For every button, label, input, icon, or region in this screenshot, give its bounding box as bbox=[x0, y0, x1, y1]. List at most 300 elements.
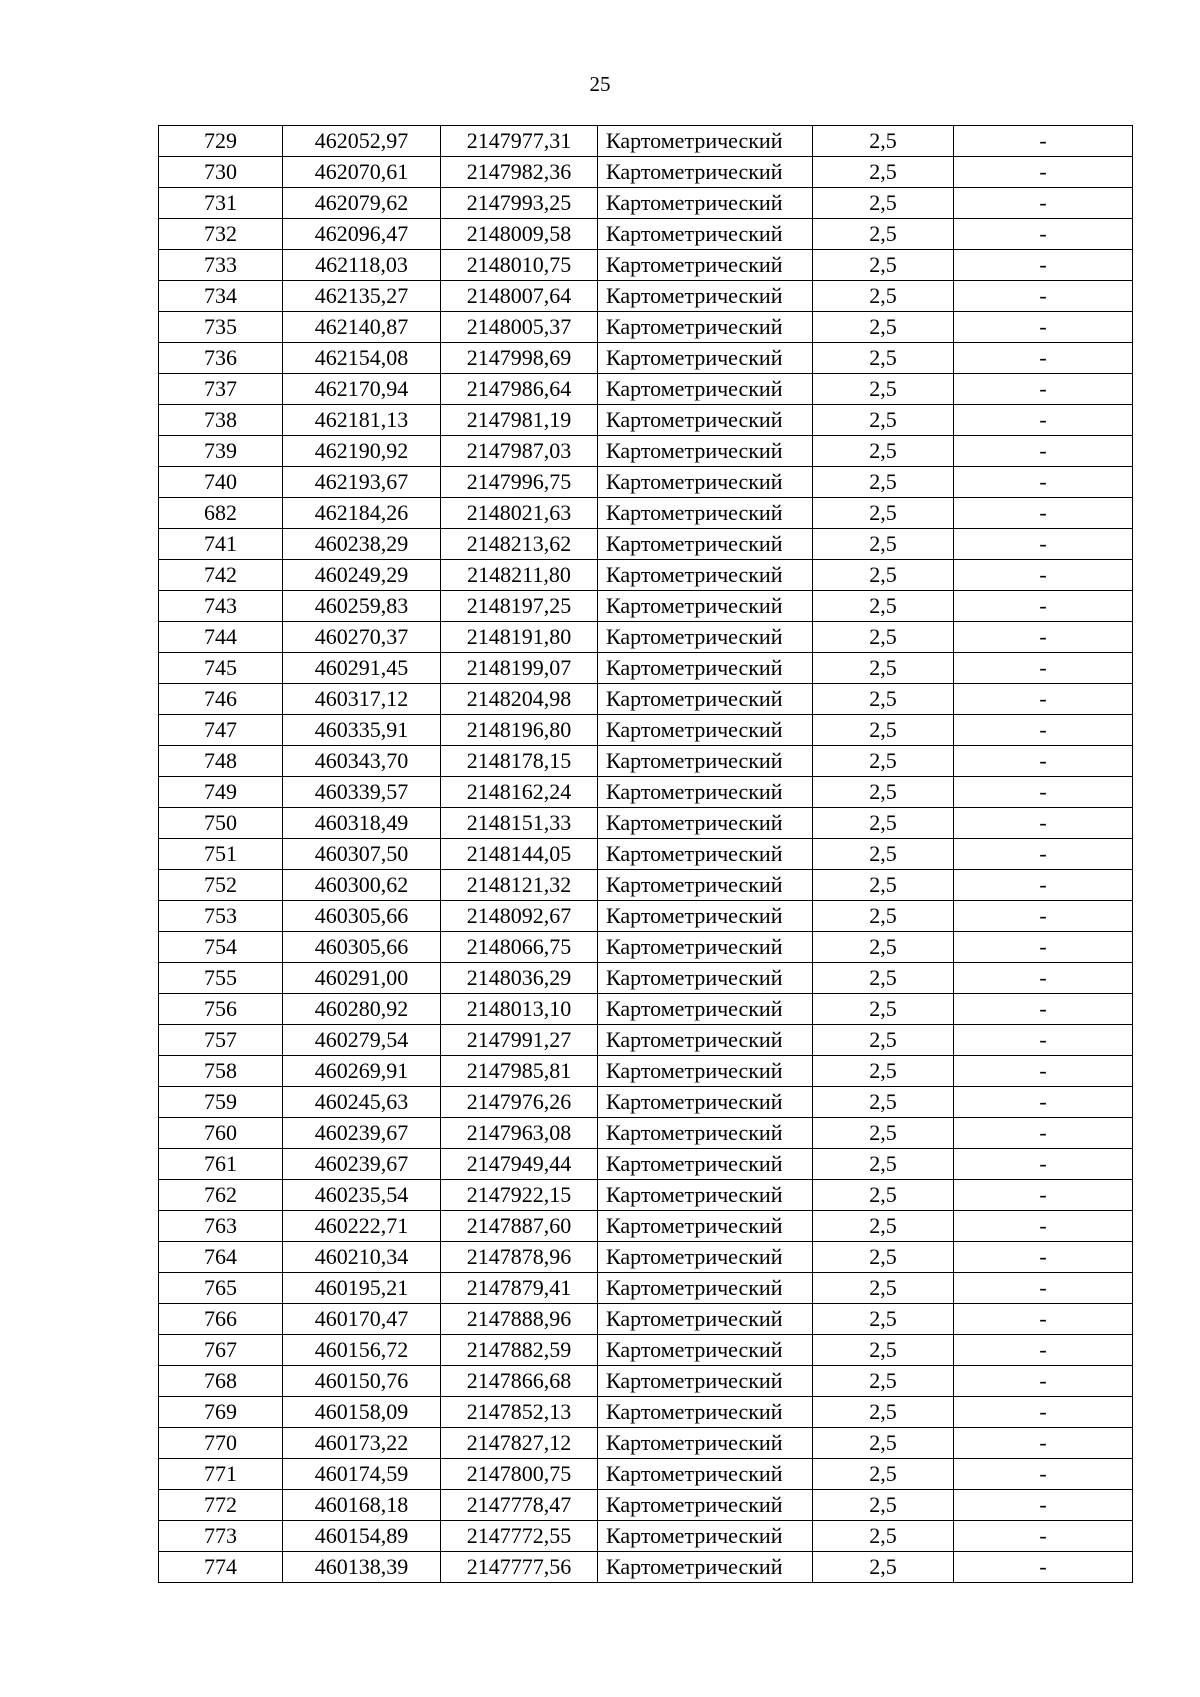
table-row bbox=[159, 808, 1133, 839]
y-coordinate-cell: 2148178,15 bbox=[441, 746, 598, 777]
method-cell: Картометрический bbox=[598, 1521, 813, 1552]
x-coordinate-cell: 462190,92 bbox=[283, 436, 441, 467]
x-coordinate-cell: 460280,92 bbox=[283, 994, 441, 1025]
accuracy-cell: 2,5 bbox=[813, 467, 954, 498]
y-coordinate-cell: 2147985,81 bbox=[441, 1056, 598, 1087]
accuracy-cell: 2,5 bbox=[813, 777, 954, 808]
table-row bbox=[159, 622, 1133, 653]
description-cell: - bbox=[954, 1490, 1133, 1521]
accuracy-cell: 2,5 bbox=[813, 591, 954, 622]
method-cell: Картометрический bbox=[598, 932, 813, 963]
point-number-cell: 774 bbox=[159, 1552, 283, 1583]
point-number-cell: 768 bbox=[159, 1366, 283, 1397]
accuracy-cell: 2,5 bbox=[813, 1397, 954, 1428]
description-cell: - bbox=[954, 1521, 1133, 1552]
point-number-cell: 767 bbox=[159, 1335, 283, 1366]
description-cell: - bbox=[954, 1459, 1133, 1490]
x-coordinate-cell: 462052,97 bbox=[283, 126, 441, 157]
description-cell: - bbox=[954, 405, 1133, 436]
table-row bbox=[159, 746, 1133, 777]
point-number-cell: 737 bbox=[159, 374, 283, 405]
method-cell: Картометрический bbox=[598, 1552, 813, 1583]
accuracy-cell: 2,5 bbox=[813, 374, 954, 405]
table-row bbox=[159, 1180, 1133, 1211]
x-coordinate-cell: 462096,47 bbox=[283, 219, 441, 250]
method-cell: Картометрический bbox=[598, 1335, 813, 1366]
description-cell: - bbox=[954, 1149, 1133, 1180]
y-coordinate-cell: 2148199,07 bbox=[441, 653, 598, 684]
description-cell: - bbox=[954, 1366, 1133, 1397]
description-cell: - bbox=[954, 374, 1133, 405]
y-coordinate-cell: 2148036,29 bbox=[441, 963, 598, 994]
accuracy-cell: 2,5 bbox=[813, 622, 954, 653]
x-coordinate-cell: 460279,54 bbox=[283, 1025, 441, 1056]
table-row bbox=[159, 1366, 1133, 1397]
accuracy-cell: 2,5 bbox=[813, 188, 954, 219]
method-cell: Картометрический bbox=[598, 901, 813, 932]
accuracy-cell: 2,5 bbox=[813, 653, 954, 684]
x-coordinate-cell: 460305,66 bbox=[283, 901, 441, 932]
description-cell: - bbox=[954, 746, 1133, 777]
accuracy-cell: 2,5 bbox=[813, 281, 954, 312]
point-number-cell: 749 bbox=[159, 777, 283, 808]
accuracy-cell: 2,5 bbox=[813, 870, 954, 901]
point-number-cell: 738 bbox=[159, 405, 283, 436]
accuracy-cell: 2,5 bbox=[813, 1335, 954, 1366]
point-number-cell: 730 bbox=[159, 157, 283, 188]
x-coordinate-cell: 460249,29 bbox=[283, 560, 441, 591]
accuracy-cell: 2,5 bbox=[813, 1552, 954, 1583]
accuracy-cell: 2,5 bbox=[813, 808, 954, 839]
description-cell: - bbox=[954, 808, 1133, 839]
method-cell: Картометрический bbox=[598, 1428, 813, 1459]
x-coordinate-cell: 460318,49 bbox=[283, 808, 441, 839]
method-cell: Картометрический bbox=[598, 281, 813, 312]
description-cell: - bbox=[954, 1335, 1133, 1366]
x-coordinate-cell: 460291,45 bbox=[283, 653, 441, 684]
x-coordinate-cell: 460307,50 bbox=[283, 839, 441, 870]
point-number-cell: 752 bbox=[159, 870, 283, 901]
accuracy-cell: 2,5 bbox=[813, 1273, 954, 1304]
point-number-cell: 770 bbox=[159, 1428, 283, 1459]
x-coordinate-cell: 460339,57 bbox=[283, 777, 441, 808]
point-number-cell: 753 bbox=[159, 901, 283, 932]
point-number-cell: 765 bbox=[159, 1273, 283, 1304]
method-cell: Картометрический bbox=[598, 591, 813, 622]
description-cell: - bbox=[954, 498, 1133, 529]
method-cell: Картометрический bbox=[598, 746, 813, 777]
point-number-cell: 750 bbox=[159, 808, 283, 839]
y-coordinate-cell: 2148010,75 bbox=[441, 250, 598, 281]
x-coordinate-cell: 462193,67 bbox=[283, 467, 441, 498]
point-number-cell: 741 bbox=[159, 529, 283, 560]
y-coordinate-cell: 2148021,63 bbox=[441, 498, 598, 529]
point-number-cell: 751 bbox=[159, 839, 283, 870]
point-number-cell: 773 bbox=[159, 1521, 283, 1552]
point-number-cell: 732 bbox=[159, 219, 283, 250]
description-cell: - bbox=[954, 1056, 1133, 1087]
method-cell: Картометрический bbox=[598, 219, 813, 250]
table-row bbox=[159, 1521, 1133, 1552]
point-number-cell: 682 bbox=[159, 498, 283, 529]
method-cell: Картометрический bbox=[598, 1056, 813, 1087]
x-coordinate-cell: 460238,29 bbox=[283, 529, 441, 560]
x-coordinate-cell: 462118,03 bbox=[283, 250, 441, 281]
accuracy-cell: 2,5 bbox=[813, 1459, 954, 1490]
table-body bbox=[159, 126, 1133, 1583]
x-coordinate-cell: 460270,37 bbox=[283, 622, 441, 653]
point-number-cell: 761 bbox=[159, 1149, 283, 1180]
x-coordinate-cell: 462154,08 bbox=[283, 343, 441, 374]
accuracy-cell: 2,5 bbox=[813, 994, 954, 1025]
y-coordinate-cell: 2147852,13 bbox=[441, 1397, 598, 1428]
y-coordinate-cell: 2148162,24 bbox=[441, 777, 598, 808]
method-cell: Картометрический bbox=[598, 1180, 813, 1211]
y-coordinate-cell: 2148092,67 bbox=[441, 901, 598, 932]
description-cell: - bbox=[954, 901, 1133, 932]
method-cell: Картометрический bbox=[598, 1211, 813, 1242]
method-cell: Картометрический bbox=[598, 343, 813, 374]
accuracy-cell: 2,5 bbox=[813, 312, 954, 343]
method-cell: Картометрический bbox=[598, 467, 813, 498]
point-number-cell: 747 bbox=[159, 715, 283, 746]
x-coordinate-cell: 462184,26 bbox=[283, 498, 441, 529]
y-coordinate-cell: 2148066,75 bbox=[441, 932, 598, 963]
accuracy-cell: 2,5 bbox=[813, 1056, 954, 1087]
method-cell: Картометрический bbox=[598, 498, 813, 529]
y-coordinate-cell: 2148213,62 bbox=[441, 529, 598, 560]
accuracy-cell: 2,5 bbox=[813, 1180, 954, 1211]
y-coordinate-cell: 2148151,33 bbox=[441, 808, 598, 839]
table-row bbox=[159, 715, 1133, 746]
y-coordinate-cell: 2148196,80 bbox=[441, 715, 598, 746]
description-cell: - bbox=[954, 1242, 1133, 1273]
table-row bbox=[159, 250, 1133, 281]
point-number-cell: 736 bbox=[159, 343, 283, 374]
method-cell: Картометрический bbox=[598, 374, 813, 405]
point-number-cell: 756 bbox=[159, 994, 283, 1025]
accuracy-cell: 2,5 bbox=[813, 343, 954, 374]
accuracy-cell: 2,5 bbox=[813, 839, 954, 870]
accuracy-cell: 2,5 bbox=[813, 560, 954, 591]
y-coordinate-cell: 2147772,55 bbox=[441, 1521, 598, 1552]
table-row bbox=[159, 343, 1133, 374]
table-row bbox=[159, 777, 1133, 808]
description-cell: - bbox=[954, 126, 1133, 157]
method-cell: Картометрический bbox=[598, 1273, 813, 1304]
description-cell: - bbox=[954, 870, 1133, 901]
x-coordinate-cell: 462079,62 bbox=[283, 188, 441, 219]
description-cell: - bbox=[954, 467, 1133, 498]
page-number: 25 bbox=[589, 72, 611, 96]
method-cell: Картометрический bbox=[598, 808, 813, 839]
description-cell: - bbox=[954, 250, 1133, 281]
accuracy-cell: 2,5 bbox=[813, 963, 954, 994]
table-row bbox=[159, 870, 1133, 901]
y-coordinate-cell: 2147949,44 bbox=[441, 1149, 598, 1180]
description-cell: - bbox=[954, 715, 1133, 746]
x-coordinate-cell: 460138,39 bbox=[283, 1552, 441, 1583]
accuracy-cell: 2,5 bbox=[813, 436, 954, 467]
point-number-cell: 742 bbox=[159, 560, 283, 591]
x-coordinate-cell: 460170,47 bbox=[283, 1304, 441, 1335]
point-number-cell: 739 bbox=[159, 436, 283, 467]
point-number-cell: 769 bbox=[159, 1397, 283, 1428]
description-cell: - bbox=[954, 188, 1133, 219]
point-number-cell: 772 bbox=[159, 1490, 283, 1521]
point-number-cell: 740 bbox=[159, 467, 283, 498]
method-cell: Картометрический bbox=[598, 1366, 813, 1397]
table-row bbox=[159, 1211, 1133, 1242]
x-coordinate-cell: 462135,27 bbox=[283, 281, 441, 312]
table-row bbox=[159, 932, 1133, 963]
y-coordinate-cell: 2147878,96 bbox=[441, 1242, 598, 1273]
accuracy-cell: 2,5 bbox=[813, 901, 954, 932]
method-cell: Картометрический bbox=[598, 436, 813, 467]
x-coordinate-cell: 460235,54 bbox=[283, 1180, 441, 1211]
y-coordinate-cell: 2147888,96 bbox=[441, 1304, 598, 1335]
method-cell: Картометрический bbox=[598, 529, 813, 560]
method-cell: Картометрический bbox=[598, 1242, 813, 1273]
method-cell: Картометрический bbox=[598, 560, 813, 591]
x-coordinate-cell: 460154,89 bbox=[283, 1521, 441, 1552]
description-cell: - bbox=[954, 932, 1133, 963]
y-coordinate-cell: 2147993,25 bbox=[441, 188, 598, 219]
y-coordinate-cell: 2147987,03 bbox=[441, 436, 598, 467]
y-coordinate-cell: 2147887,60 bbox=[441, 1211, 598, 1242]
y-coordinate-cell: 2148121,32 bbox=[441, 870, 598, 901]
description-cell: - bbox=[954, 312, 1133, 343]
table-row bbox=[159, 188, 1133, 219]
description-cell: - bbox=[954, 281, 1133, 312]
description-cell: - bbox=[954, 684, 1133, 715]
method-cell: Картометрический bbox=[598, 1397, 813, 1428]
description-cell: - bbox=[954, 1211, 1133, 1242]
coordinates-table bbox=[158, 125, 1133, 1583]
table-row bbox=[159, 1087, 1133, 1118]
accuracy-cell: 2,5 bbox=[813, 1366, 954, 1397]
x-coordinate-cell: 460305,66 bbox=[283, 932, 441, 963]
description-cell: - bbox=[954, 1025, 1133, 1056]
y-coordinate-cell: 2148009,58 bbox=[441, 219, 598, 250]
table-row bbox=[159, 560, 1133, 591]
point-number-cell: 764 bbox=[159, 1242, 283, 1273]
accuracy-cell: 2,5 bbox=[813, 1490, 954, 1521]
table-row bbox=[159, 684, 1133, 715]
table-row bbox=[159, 1459, 1133, 1490]
table-row bbox=[159, 1552, 1133, 1583]
y-coordinate-cell: 2147998,69 bbox=[441, 343, 598, 374]
point-number-cell: 729 bbox=[159, 126, 283, 157]
accuracy-cell: 2,5 bbox=[813, 1428, 954, 1459]
y-coordinate-cell: 2148197,25 bbox=[441, 591, 598, 622]
y-coordinate-cell: 2148013,10 bbox=[441, 994, 598, 1025]
description-cell: - bbox=[954, 343, 1133, 374]
point-number-cell: 734 bbox=[159, 281, 283, 312]
table-row bbox=[159, 1149, 1133, 1180]
method-cell: Картометрический bbox=[598, 250, 813, 281]
y-coordinate-cell: 2148144,05 bbox=[441, 839, 598, 870]
accuracy-cell: 2,5 bbox=[813, 1087, 954, 1118]
description-cell: - bbox=[954, 994, 1133, 1025]
description-cell: - bbox=[954, 1428, 1133, 1459]
description-cell: - bbox=[954, 591, 1133, 622]
y-coordinate-cell: 2147996,75 bbox=[441, 467, 598, 498]
y-coordinate-cell: 2147922,15 bbox=[441, 1180, 598, 1211]
point-number-cell: 758 bbox=[159, 1056, 283, 1087]
table-row bbox=[159, 157, 1133, 188]
table-row bbox=[159, 281, 1133, 312]
table-row bbox=[159, 963, 1133, 994]
x-coordinate-cell: 460343,70 bbox=[283, 746, 441, 777]
accuracy-cell: 2,5 bbox=[813, 1211, 954, 1242]
table-row bbox=[159, 126, 1133, 157]
y-coordinate-cell: 2147982,36 bbox=[441, 157, 598, 188]
point-number-cell: 748 bbox=[159, 746, 283, 777]
table-row bbox=[159, 1118, 1133, 1149]
description-cell: - bbox=[954, 1273, 1133, 1304]
table-row bbox=[159, 994, 1133, 1025]
method-cell: Картометрический bbox=[598, 1087, 813, 1118]
table-row bbox=[159, 219, 1133, 250]
accuracy-cell: 2,5 bbox=[813, 932, 954, 963]
table-row bbox=[159, 1335, 1133, 1366]
x-coordinate-cell: 460168,18 bbox=[283, 1490, 441, 1521]
description-cell: - bbox=[954, 1087, 1133, 1118]
table-row bbox=[159, 1242, 1133, 1273]
accuracy-cell: 2,5 bbox=[813, 126, 954, 157]
table-row bbox=[159, 374, 1133, 405]
accuracy-cell: 2,5 bbox=[813, 498, 954, 529]
method-cell: Картометрический bbox=[598, 839, 813, 870]
y-coordinate-cell: 2147882,59 bbox=[441, 1335, 598, 1366]
accuracy-cell: 2,5 bbox=[813, 1521, 954, 1552]
point-number-cell: 759 bbox=[159, 1087, 283, 1118]
method-cell: Картометрический bbox=[598, 870, 813, 901]
table-row bbox=[159, 1304, 1133, 1335]
table-row bbox=[159, 1273, 1133, 1304]
description-cell: - bbox=[954, 560, 1133, 591]
accuracy-cell: 2,5 bbox=[813, 1242, 954, 1273]
table-row bbox=[159, 436, 1133, 467]
description-cell: - bbox=[954, 1397, 1133, 1428]
table-row bbox=[159, 1428, 1133, 1459]
method-cell: Картометрический bbox=[598, 126, 813, 157]
x-coordinate-cell: 460239,67 bbox=[283, 1149, 441, 1180]
description-cell: - bbox=[954, 963, 1133, 994]
x-coordinate-cell: 460291,00 bbox=[283, 963, 441, 994]
table-row bbox=[159, 1025, 1133, 1056]
x-coordinate-cell: 462181,13 bbox=[283, 405, 441, 436]
description-cell: - bbox=[954, 1304, 1133, 1335]
table-row bbox=[159, 312, 1133, 343]
method-cell: Картометрический bbox=[598, 1025, 813, 1056]
y-coordinate-cell: 2147976,26 bbox=[441, 1087, 598, 1118]
method-cell: Картометрический bbox=[598, 777, 813, 808]
x-coordinate-cell: 460173,22 bbox=[283, 1428, 441, 1459]
accuracy-cell: 2,5 bbox=[813, 1118, 954, 1149]
point-number-cell: 760 bbox=[159, 1118, 283, 1149]
accuracy-cell: 2,5 bbox=[813, 157, 954, 188]
x-coordinate-cell: 460300,62 bbox=[283, 870, 441, 901]
method-cell: Картометрический bbox=[598, 188, 813, 219]
x-coordinate-cell: 460245,63 bbox=[283, 1087, 441, 1118]
accuracy-cell: 2,5 bbox=[813, 529, 954, 560]
table-row bbox=[159, 467, 1133, 498]
x-coordinate-cell: 460195,21 bbox=[283, 1273, 441, 1304]
description-cell: - bbox=[954, 839, 1133, 870]
description-cell: - bbox=[954, 529, 1133, 560]
y-coordinate-cell: 2148191,80 bbox=[441, 622, 598, 653]
y-coordinate-cell: 2147879,41 bbox=[441, 1273, 598, 1304]
accuracy-cell: 2,5 bbox=[813, 405, 954, 436]
x-coordinate-cell: 462170,94 bbox=[283, 374, 441, 405]
description-cell: - bbox=[954, 777, 1133, 808]
method-cell: Картометрический bbox=[598, 1459, 813, 1490]
point-number-cell: 743 bbox=[159, 591, 283, 622]
x-coordinate-cell: 460317,12 bbox=[283, 684, 441, 715]
table-row bbox=[159, 839, 1133, 870]
point-number-cell: 757 bbox=[159, 1025, 283, 1056]
accuracy-cell: 2,5 bbox=[813, 250, 954, 281]
method-cell: Картометрический bbox=[598, 405, 813, 436]
y-coordinate-cell: 2148007,64 bbox=[441, 281, 598, 312]
point-number-cell: 731 bbox=[159, 188, 283, 219]
method-cell: Картометрический bbox=[598, 1490, 813, 1521]
accuracy-cell: 2,5 bbox=[813, 219, 954, 250]
x-coordinate-cell: 460150,76 bbox=[283, 1366, 441, 1397]
x-coordinate-cell: 462070,61 bbox=[283, 157, 441, 188]
x-coordinate-cell: 460174,59 bbox=[283, 1459, 441, 1490]
y-coordinate-cell: 2147991,27 bbox=[441, 1025, 598, 1056]
accuracy-cell: 2,5 bbox=[813, 1025, 954, 1056]
point-number-cell: 733 bbox=[159, 250, 283, 281]
point-number-cell: 735 bbox=[159, 312, 283, 343]
point-number-cell: 762 bbox=[159, 1180, 283, 1211]
x-coordinate-cell: 460156,72 bbox=[283, 1335, 441, 1366]
description-cell: - bbox=[954, 1552, 1133, 1583]
accuracy-cell: 2,5 bbox=[813, 1149, 954, 1180]
point-number-cell: 755 bbox=[159, 963, 283, 994]
table-row bbox=[159, 901, 1133, 932]
y-coordinate-cell: 2147778,47 bbox=[441, 1490, 598, 1521]
method-cell: Картометрический bbox=[598, 684, 813, 715]
table-row bbox=[159, 1397, 1133, 1428]
point-number-cell: 746 bbox=[159, 684, 283, 715]
point-number-cell: 766 bbox=[159, 1304, 283, 1335]
x-coordinate-cell: 460222,71 bbox=[283, 1211, 441, 1242]
table-row bbox=[159, 529, 1133, 560]
y-coordinate-cell: 2147977,31 bbox=[441, 126, 598, 157]
x-coordinate-cell: 460210,34 bbox=[283, 1242, 441, 1273]
description-cell: - bbox=[954, 1180, 1133, 1211]
method-cell: Картометрический bbox=[598, 715, 813, 746]
point-number-cell: 744 bbox=[159, 622, 283, 653]
point-number-cell: 745 bbox=[159, 653, 283, 684]
description-cell: - bbox=[954, 436, 1133, 467]
method-cell: Картометрический bbox=[598, 622, 813, 653]
method-cell: Картометрический bbox=[598, 1304, 813, 1335]
method-cell: Картометрический bbox=[598, 653, 813, 684]
accuracy-cell: 2,5 bbox=[813, 1304, 954, 1335]
y-coordinate-cell: 2148211,80 bbox=[441, 560, 598, 591]
y-coordinate-cell: 2147963,08 bbox=[441, 1118, 598, 1149]
table-row bbox=[159, 498, 1133, 529]
y-coordinate-cell: 2147866,68 bbox=[441, 1366, 598, 1397]
method-cell: Картометрический bbox=[598, 1118, 813, 1149]
method-cell: Картометрический bbox=[598, 157, 813, 188]
x-coordinate-cell: 460259,83 bbox=[283, 591, 441, 622]
